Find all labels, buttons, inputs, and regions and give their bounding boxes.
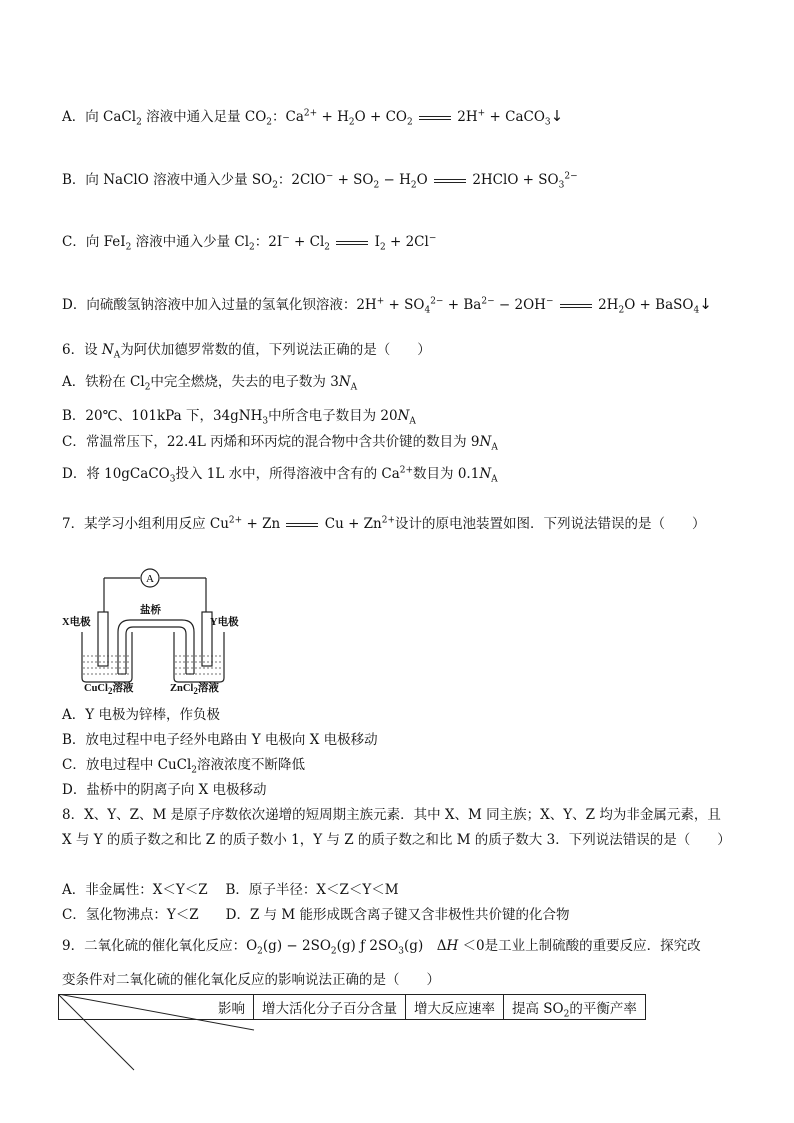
q6-option-b: B．20℃、101kPa 下，34gNH$_3$中所含电子数目为 $20N_A$ xyxy=(62,408,416,427)
table-header-cell: 增大反应速率 xyxy=(406,995,504,1020)
table-diagonal-lines xyxy=(58,994,258,1074)
table-header-cell: 提高 $SO_2$的平衡产率 xyxy=(504,995,646,1020)
table-header-cell: 增大活化分子百分含量 xyxy=(254,995,406,1020)
q8-options-cd: C．氢化物沸点：Y＜Z D．Z 与 M 能形成既含离子键又含非极性共价键的化合物 xyxy=(62,907,570,923)
q6-option-a: A．铁粉在 $Cl_2$中完全燃烧，失去的电子数为 $3N_A$ xyxy=(62,374,358,393)
equals-arrow xyxy=(336,239,368,247)
q7-option-b: B．放电过程中电子经外电路由 Y 电极向 X 电极移动 xyxy=(62,732,378,748)
galvanic-cell-figure xyxy=(60,566,260,696)
ammeter-label: A xyxy=(146,573,154,585)
q6-option-d: D．将 10gCaCO$_3$投入 1L 水中，所得溶液中含有的 $Ca^{2+}$数目为 $0.1N_A$ xyxy=(62,465,498,485)
q6-stem: 6．设 $N_A$为阿伏加德罗常数的值，下列说法正确的是（ ） xyxy=(62,342,431,361)
q7-option-d: D．盐桥中的阴离子向 X 电极移动 xyxy=(62,782,267,798)
q7-stem: 7．某学习小组利用反应 $Cu^{2+} + Zn$ $Cu + Zn^{2+}$设计的原电池装置如图．下列说法错误的是（ ） xyxy=(62,515,706,532)
equals-arrow xyxy=(419,114,451,122)
x-electrode-label: X电极 xyxy=(62,617,91,628)
table-header-cell: 影响 xyxy=(59,995,254,1020)
q5-option-d: D．向硫酸氢钠溶液中加入过量的氢氧化钡溶液：$2H^+ + SO_4^{2-} + Ba^{2-} - 2OH^-$ $2H_2O$ + BaSO$_4$↓ xyxy=(62,295,712,316)
q7-option-a: A．Y 电极为锌棒，作负极 xyxy=(62,707,220,723)
precipitate-arrow-icon: ↓ xyxy=(550,107,564,125)
equals-arrow xyxy=(286,521,318,529)
q9-stem-line2: 变条件对二氧化硫的催化氧化反应的影响说法正确的是（ ） xyxy=(62,972,440,988)
q8-options-ab: A．非金属性：X＜Y＜Z B．原子半径：X＜Z＜Y＜M xyxy=(62,882,399,898)
salt-bridge-label: 盐桥 xyxy=(140,605,161,616)
q8-stem: 8．X、Y、Z、M 是原子序数依次递增的短周期主族元素．其中 X、M 同主族；X、Y、Z 均为非金属元素，且 X 与 Y 的质子数之和比 Z 的质子数小 1，Y 与 Z 的质子数之和比 M 的质子数大 3．下列说法错误的是（ ） xyxy=(62,807,731,848)
y-electrode-label: Y电极 xyxy=(210,617,239,628)
q5-option-b: B．向 NaClO 溶液中通入少量 $SO_2$：$2ClO^- + SO_2 - H_2O$ 2HClO + $SO_3^{2-}$ xyxy=(62,171,578,191)
zncl2-solution-label: ZnCl$_2$溶液 xyxy=(170,683,219,697)
q5-option-a: A．向 CaCl$_2$ 溶液中通入足量 $CO_2$：$Ca^{2+} + H_2O + CO_2$ 2H+ + CaCO$_3$↓ xyxy=(62,107,564,128)
galvanic-cell-diagram xyxy=(60,566,260,696)
cucl2-solution-label: CuCl$_2$溶液 xyxy=(84,683,134,697)
q7-option-c: C．放电过程中 CuCl$_2$溶液浓度不断降低 xyxy=(62,757,306,776)
q6-option-c: C．常温常压下，22.4L 丙烯和环丙烷的混合物中含共价键的数目为 $9N_A$ xyxy=(62,434,498,453)
q5-option-c: C．向 FeI$_2$ 溶液中通入少量 $Cl_2$：$2I^- + Cl_2$ $I_2 + 2Cl^-$ xyxy=(62,233,437,253)
equals-arrow xyxy=(434,177,466,185)
equals-arrow xyxy=(560,302,592,310)
precipitate-arrow-icon: ↓ xyxy=(699,295,712,313)
q9-stem-line1: 9．二氧化硫的催化氧化反应：$O_2(g) - 2SO_2(g)$ ƒ $2SO_3(g)$ ΔH ＜0是工业上制硫酸的重要反应．探究改 xyxy=(62,938,701,957)
